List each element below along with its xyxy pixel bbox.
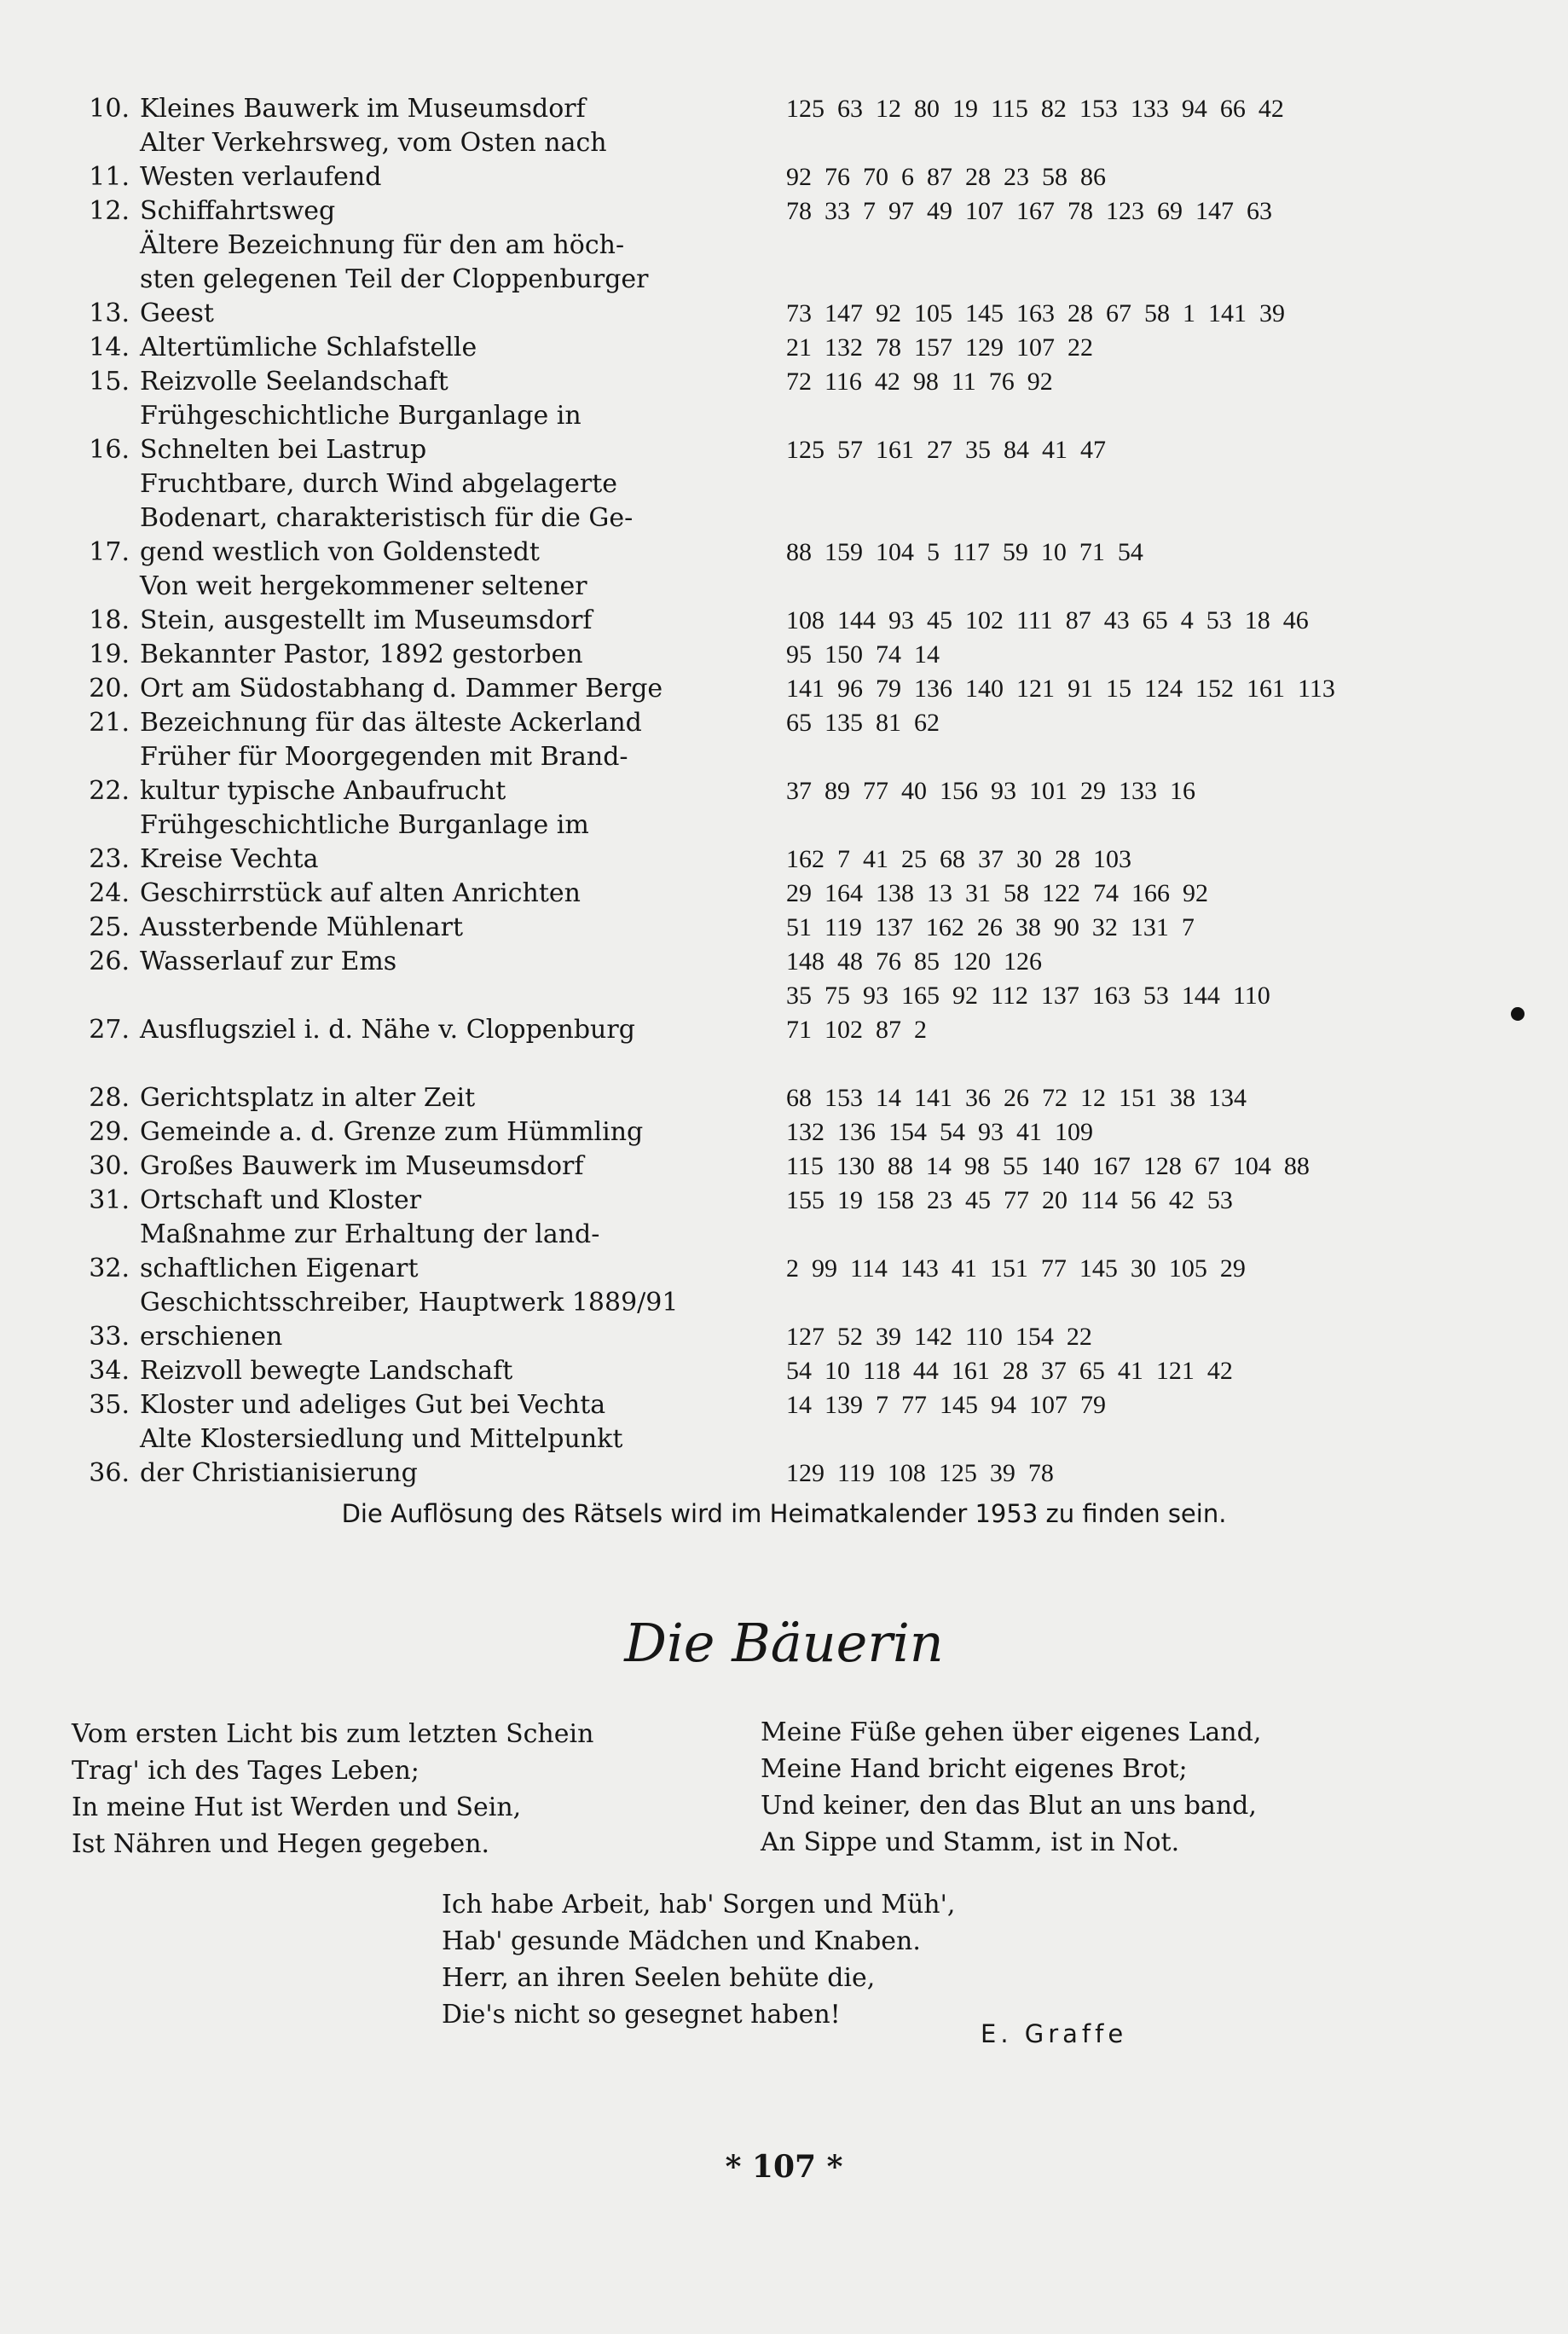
clue-text-line: Geest bbox=[140, 298, 214, 328]
puzzle-clue bbox=[67, 1150, 1405, 1184]
clue-text bbox=[140, 1388, 745, 1422]
clue-text bbox=[140, 1081, 745, 1115]
clue-text bbox=[140, 229, 745, 331]
clue-number: 15. bbox=[89, 367, 130, 397]
clue-letter-codes: 127 52 39 142 110 154 22 bbox=[786, 1323, 1092, 1351]
clue-text bbox=[140, 194, 745, 229]
clue-letter-codes: 51 119 137 162 26 38 90 32 131 7 bbox=[786, 913, 1195, 941]
clue-text-line: Bezeichnung für das älteste Ackerland bbox=[140, 708, 642, 738]
puzzle-clue bbox=[67, 911, 1405, 945]
puzzle-clue bbox=[67, 740, 1405, 808]
clue-letter-codes: 115 130 88 14 98 55 140 167 128 67 104 88 bbox=[786, 1152, 1310, 1180]
clue-letter-codes: 92 76 70 6 87 28 23 58 86 bbox=[786, 163, 1106, 191]
clue-text bbox=[140, 1013, 745, 1047]
clue-text-line: Aussterbende Mühlenart bbox=[140, 912, 464, 942]
clue-number: 28. bbox=[89, 1083, 130, 1113]
clue-number: 14. bbox=[89, 333, 130, 362]
clue-text bbox=[140, 467, 745, 570]
poem-line: Und keiner, den das Blut an uns band, bbox=[761, 1791, 1257, 1821]
clue-letter-codes: 148 48 76 85 120 126 bbox=[786, 947, 1042, 976]
clue-text bbox=[140, 911, 745, 945]
puzzle-clue-list bbox=[67, 92, 1405, 1491]
poem-author: E. Graffe bbox=[981, 2019, 1128, 2048]
clue-text-line: Ältere Bezeichnung für den am höch- bbox=[140, 230, 625, 260]
clue-text bbox=[140, 945, 745, 979]
puzzle-clue bbox=[67, 638, 1405, 672]
clue-letter-codes: 162 7 41 25 68 37 30 28 103 bbox=[786, 845, 1131, 873]
clue-text-line: Gerichtsplatz in alter Zeit bbox=[140, 1083, 476, 1113]
poem-stanza-3 bbox=[442, 1886, 955, 2033]
clue-text-line: Reizvolle Seelandschaft bbox=[140, 367, 448, 397]
clue-text-line: Alter Verkehrsweg, vom Osten nach bbox=[140, 128, 607, 158]
clue-text-line: sten gelegenen Teil der Cloppenburger bbox=[140, 264, 649, 294]
clue-text bbox=[140, 672, 745, 706]
puzzle-clue bbox=[67, 1218, 1405, 1286]
puzzle-clue bbox=[67, 467, 1405, 570]
clue-text-line: Altertümliche Schlafstelle bbox=[140, 333, 477, 362]
clue-text bbox=[140, 1184, 745, 1218]
clue-number: 36. bbox=[89, 1458, 130, 1488]
clue-number: 20. bbox=[89, 674, 130, 704]
clue-number: 31. bbox=[89, 1185, 130, 1215]
puzzle-clue bbox=[67, 1081, 1405, 1115]
clue-text-line: Wasserlauf zur Ems bbox=[140, 947, 397, 976]
clue-text-line: Geschichtsschreiber, Hauptwerk 1889/91 bbox=[140, 1288, 679, 1318]
clue-text-line: Westen verlaufend bbox=[140, 162, 382, 192]
poem-stanza-1 bbox=[72, 1716, 593, 1862]
puzzle-clue bbox=[67, 808, 1405, 877]
solution-note: Die Auflösung des Rätsels wird im Heimatkalender 1953 zu finden sein. bbox=[341, 1499, 1227, 1528]
clue-text bbox=[140, 331, 745, 365]
clue-letter-codes: 78 33 7 97 49 107 167 78 123 69 147 63 bbox=[786, 197, 1272, 225]
clue-text bbox=[140, 570, 745, 638]
page-number: * 107 * bbox=[725, 2149, 843, 2185]
clue-letter-codes: 132 136 154 54 93 41 109 bbox=[786, 1118, 1093, 1146]
clue-text bbox=[140, 1286, 745, 1354]
clue-number: 26. bbox=[89, 947, 130, 976]
clue-letter-codes: 125 57 161 27 35 84 41 47 bbox=[786, 436, 1106, 464]
clue-number: 30. bbox=[89, 1151, 130, 1181]
puzzle-clue bbox=[67, 672, 1405, 706]
clue-text bbox=[140, 92, 745, 126]
clue-text-line: gend westlich von Goldenstedt bbox=[140, 537, 540, 567]
poem-title: Die Bäuerin bbox=[624, 1612, 944, 1674]
clue-number: 34. bbox=[89, 1356, 130, 1386]
clue-letter-codes: 129 119 108 125 39 78 bbox=[786, 1459, 1054, 1487]
clue-text-line: Kloster und adeliges Gut bei Vechta bbox=[140, 1390, 606, 1420]
clue-text bbox=[140, 1150, 745, 1184]
puzzle-clue bbox=[67, 92, 1405, 126]
clue-letter-codes: 141 96 79 136 140 121 91 15 124 152 161 113 bbox=[786, 675, 1335, 703]
poem-line: In meine Hut ist Werden und Sein, bbox=[72, 1792, 522, 1822]
puzzle-clue bbox=[67, 1286, 1405, 1354]
clue-number: 25. bbox=[89, 912, 130, 942]
clue-text-line: erschienen bbox=[140, 1322, 283, 1352]
clue-letter-codes: 14 139 7 77 145 94 107 79 bbox=[786, 1391, 1106, 1419]
poem-line: Ich habe Arbeit, hab' Sorgen und Müh', bbox=[442, 1890, 956, 1920]
puzzle-clue bbox=[67, 1115, 1405, 1150]
clue-text-line: Fruchtbare, durch Wind abgelagerte bbox=[140, 469, 618, 499]
clue-letter-codes: 72 116 42 98 11 76 92 bbox=[786, 368, 1053, 396]
puzzle-clue bbox=[67, 1354, 1405, 1388]
clue-letter-codes: 54 10 118 44 161 28 37 65 41 121 42 bbox=[786, 1357, 1233, 1385]
clue-text-line: Bekannter Pastor, 1892 gestorben bbox=[140, 640, 583, 669]
puzzle-clue bbox=[67, 331, 1405, 365]
clue-text-line: Früher für Moorgegenden mit Brand- bbox=[140, 742, 628, 772]
puzzle-clue bbox=[67, 945, 1405, 979]
clue-letter-codes: 2 99 114 143 41 151 77 145 30 105 29 bbox=[786, 1254, 1246, 1283]
puzzle-clue bbox=[67, 399, 1405, 467]
clue-text-line: Gemeinde a. d. Grenze zum Hümmling bbox=[140, 1117, 644, 1147]
clue-text-line: Ort am Südostabhang d. Dammer Berge bbox=[140, 674, 663, 704]
clue-letter-codes: 88 159 104 5 117 59 10 71 54 bbox=[786, 538, 1143, 566]
clue-text bbox=[140, 399, 745, 467]
clue-letter-codes: 73 147 92 105 145 163 28 67 58 1 141 39 bbox=[786, 299, 1285, 327]
clue-text bbox=[140, 1115, 745, 1150]
clue-text-line: Großes Bauwerk im Museumsdorf bbox=[140, 1151, 584, 1181]
clue-letter-codes: 21 132 78 157 129 107 22 bbox=[786, 333, 1093, 362]
clue-letter-codes: 35 75 93 165 92 112 137 163 53 144 110 71 102 87 2 bbox=[786, 982, 1270, 1044]
clue-text-line: Schnelten bei Lastrup bbox=[140, 435, 427, 465]
puzzle-clue bbox=[67, 706, 1405, 740]
puzzle-clue bbox=[67, 126, 1405, 194]
puzzle-clue bbox=[67, 1422, 1405, 1491]
clue-text-line: Frühgeschichtliche Burganlage in bbox=[140, 401, 581, 431]
poem-line: Die's nicht so gesegnet haben! bbox=[442, 2000, 841, 2030]
puzzle-clue bbox=[67, 365, 1405, 399]
poem-line: Meine Füße gehen über eigenes Land, bbox=[761, 1717, 1262, 1747]
clue-text bbox=[140, 365, 745, 399]
poem-line: Hab' gesunde Mädchen und Knaben. bbox=[442, 1926, 921, 1956]
clue-letter-codes: 37 89 77 40 156 93 101 29 133 16 bbox=[786, 777, 1195, 805]
clue-number: 27. bbox=[89, 1015, 130, 1045]
clue-text bbox=[140, 877, 745, 911]
clue-text-line: Ortschaft und Kloster bbox=[140, 1185, 422, 1215]
clue-text-line: Maßnahme zur Erhaltung der land- bbox=[140, 1219, 600, 1249]
clue-text-line: Geschirrstück auf alten Anrichten bbox=[140, 878, 581, 908]
puzzle-clue bbox=[67, 229, 1405, 331]
clue-number: 33. bbox=[89, 1322, 130, 1352]
clue-letter-codes: 95 150 74 14 bbox=[786, 640, 940, 669]
clue-text bbox=[140, 808, 745, 877]
puzzle-clue bbox=[67, 194, 1405, 229]
puzzle-clue bbox=[67, 570, 1405, 638]
clue-number: 35. bbox=[89, 1390, 130, 1420]
clue-text-line: Bodenart, charakteristisch für die Ge- bbox=[140, 503, 634, 533]
clue-letter-codes: 155 19 158 23 45 77 20 114 56 42 53 bbox=[786, 1186, 1233, 1214]
puzzle-clue bbox=[67, 1184, 1405, 1218]
clue-text-line: Schiffahrtsweg bbox=[140, 196, 336, 226]
clue-text-line: Kreise Vechta bbox=[140, 844, 319, 874]
clue-letter-codes: 65 135 81 62 bbox=[786, 709, 940, 737]
clue-text bbox=[140, 1218, 745, 1286]
clue-text-line: Stein, ausgestellt im Museumsdorf bbox=[140, 605, 593, 635]
puzzle-clue bbox=[67, 877, 1405, 911]
clue-number: 32. bbox=[89, 1254, 130, 1283]
clue-number: 24. bbox=[89, 878, 130, 908]
clue-number: 23. bbox=[89, 844, 130, 874]
clue-text bbox=[140, 126, 745, 194]
clue-text-line: Von weit hergekommener seltener bbox=[140, 571, 587, 601]
poem-line: Trag' ich des Tages Leben; bbox=[72, 1756, 419, 1786]
clue-number: 21. bbox=[89, 708, 130, 738]
poem-line: Ist Nähren und Hegen gegeben. bbox=[72, 1829, 490, 1859]
clue-number: 29. bbox=[89, 1117, 130, 1147]
clue-number: 10. bbox=[89, 94, 130, 124]
clue-text-line: schaftlichen Eigenart bbox=[140, 1254, 419, 1283]
clue-letter-codes: 108 144 93 45 102 111 87 43 65 4 53 18 46 bbox=[786, 606, 1309, 634]
clue-letter-codes: 125 63 12 80 19 115 82 153 133 94 66 42 bbox=[786, 95, 1284, 123]
clue-number: 16. bbox=[89, 435, 130, 465]
poem-stanza-2 bbox=[761, 1714, 1261, 1861]
clue-text bbox=[140, 706, 745, 740]
poem-line: An Sippe und Stamm, ist in Not. bbox=[761, 1827, 1180, 1857]
clue-text bbox=[140, 1422, 745, 1491]
clue-text-line: Ausflugsziel i. d. Nähe v. Cloppenburg bbox=[140, 1015, 635, 1045]
poem-line: Vom ersten Licht bis zum letzten Schein bbox=[72, 1719, 594, 1749]
clue-text bbox=[140, 638, 745, 672]
clue-text-line: Reizvoll bewegte Landschaft bbox=[140, 1356, 513, 1386]
clue-number: 19. bbox=[89, 640, 130, 669]
clue-number: 13. bbox=[89, 298, 130, 328]
poem-line: Herr, an ihren Seelen behüte die, bbox=[442, 1963, 876, 1993]
clue-number: 18. bbox=[89, 605, 130, 635]
clue-number: 12. bbox=[89, 196, 130, 226]
ink-speck bbox=[1511, 1007, 1525, 1021]
clue-text-line: Frühgeschichtliche Burganlage im bbox=[140, 810, 589, 840]
poem-line: Meine Hand bricht eigenes Brot; bbox=[761, 1754, 1188, 1784]
clue-letter-codes: 29 164 138 13 31 58 122 74 166 92 bbox=[786, 879, 1208, 907]
clue-text-line: Kleines Bauwerk im Museumsdorf bbox=[140, 94, 586, 124]
puzzle-clue bbox=[67, 1388, 1405, 1422]
clue-text bbox=[140, 1354, 745, 1388]
puzzle-clue bbox=[67, 979, 1405, 1047]
clue-number: 11. bbox=[89, 162, 130, 192]
clue-text-line: der Christianisierung bbox=[140, 1458, 418, 1488]
clue-letter-codes: 68 153 14 141 36 26 72 12 151 38 134 bbox=[786, 1084, 1247, 1112]
clue-number: 22. bbox=[89, 776, 130, 806]
clue-number: 17. bbox=[89, 537, 130, 567]
clue-text-line: kultur typische Anbaufrucht bbox=[140, 776, 506, 806]
clue-text-line: Alte Klostersiedlung und Mittelpunkt bbox=[140, 1424, 623, 1454]
clue-text bbox=[140, 740, 745, 808]
